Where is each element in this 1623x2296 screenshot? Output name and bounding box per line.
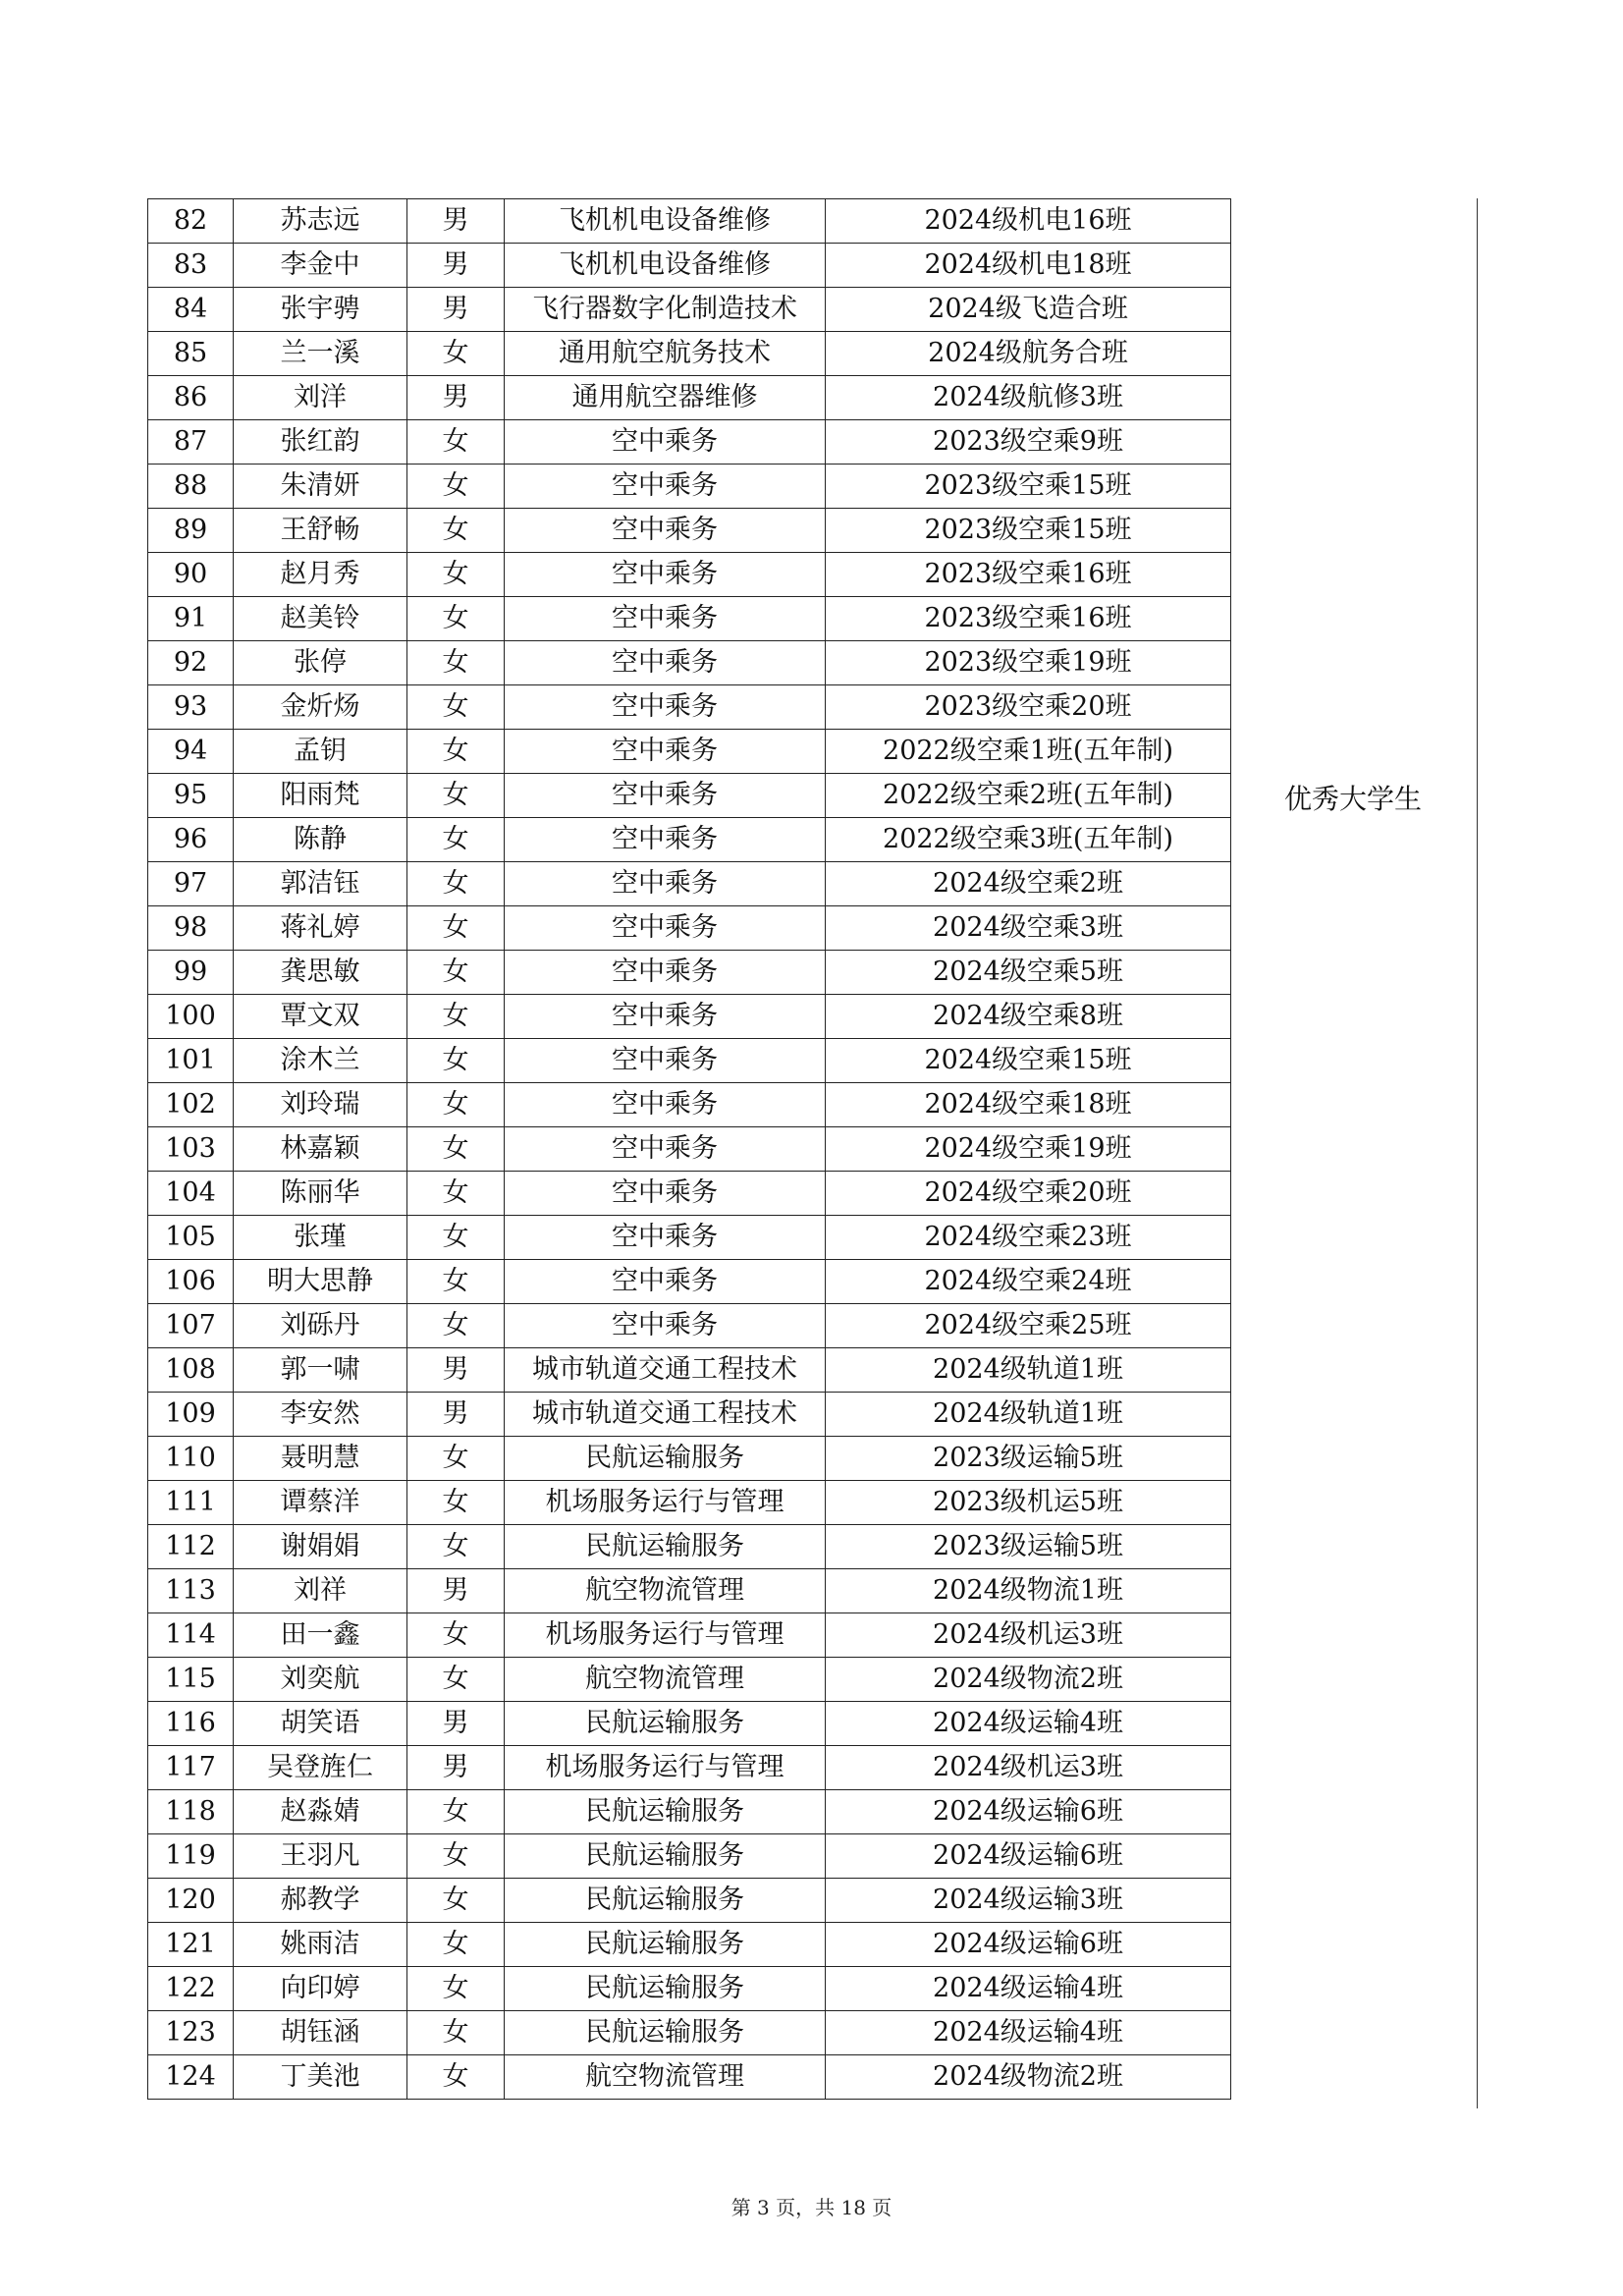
class-cell: 2024级空乘25班 (826, 1304, 1231, 1348)
table-row (148, 1481, 1231, 1525)
student-name-cell: 郝教学 (234, 1879, 407, 1923)
class-cell: 2024级空乘3班 (826, 906, 1231, 951)
row-number-cell: 96 (148, 818, 234, 862)
gender-cell: 女 (407, 818, 505, 862)
gender-cell: 女 (407, 951, 505, 995)
major-cell: 民航运输服务 (505, 1967, 826, 2011)
gender-cell: 女 (407, 685, 505, 730)
student-name-cell: 兰一溪 (234, 332, 407, 376)
class-cell: 2024级空乘8班 (826, 995, 1231, 1039)
major-cell: 空中乘务 (505, 1172, 826, 1216)
major-cell: 空中乘务 (505, 1304, 826, 1348)
major-cell: 飞机机电设备维修 (505, 244, 826, 288)
table-row (148, 1569, 1231, 1613)
class-cell: 2024级空乘20班 (826, 1172, 1231, 1216)
major-cell: 民航运输服务 (505, 1923, 826, 1967)
gender-cell: 男 (407, 1569, 505, 1613)
gender-cell: 女 (407, 995, 505, 1039)
table-row (148, 1348, 1231, 1393)
table-row (148, 1039, 1231, 1083)
student-name-cell: 李金中 (234, 244, 407, 288)
student-name-cell: 刘玲瑞 (234, 1083, 407, 1127)
class-cell: 2024级空乘5班 (826, 951, 1231, 995)
class-cell: 2024级运输6班 (826, 1790, 1231, 1834)
class-cell: 2024级机电18班 (826, 244, 1231, 288)
gender-cell: 女 (407, 1834, 505, 1879)
class-cell: 2024级运输4班 (826, 1702, 1231, 1746)
roster-body (148, 199, 1231, 2100)
table-row (148, 1216, 1231, 1260)
class-cell: 2024级机电16班 (826, 199, 1231, 244)
gender-cell: 女 (407, 1879, 505, 1923)
gender-cell: 女 (407, 1216, 505, 1260)
class-cell: 2024级空乘24班 (826, 1260, 1231, 1304)
major-cell: 民航运输服务 (505, 2011, 826, 2055)
gender-cell: 男 (407, 1348, 505, 1393)
table-row (148, 2011, 1231, 2055)
gender-cell: 女 (407, 1923, 505, 1967)
major-cell: 空中乘务 (505, 906, 826, 951)
class-cell: 2024级物流2班 (826, 2055, 1231, 2100)
major-cell: 空中乘务 (505, 465, 826, 509)
row-number-cell: 101 (148, 1039, 234, 1083)
table-row (148, 2055, 1231, 2100)
table-row (148, 1702, 1231, 1746)
row-number-cell: 119 (148, 1834, 234, 1879)
table-row (148, 420, 1231, 465)
gender-cell: 女 (407, 862, 505, 906)
major-cell: 航空物流管理 (505, 1658, 826, 1702)
gender-cell: 女 (407, 1304, 505, 1348)
table-row (148, 906, 1231, 951)
class-cell: 2022级空乘1班(五年制) (826, 730, 1231, 774)
student-name-cell: 刘洋 (234, 376, 407, 420)
table-row (148, 1790, 1231, 1834)
table-row (148, 774, 1231, 818)
row-number-cell: 84 (148, 288, 234, 332)
table-row (148, 1393, 1231, 1437)
table-row (148, 951, 1231, 995)
gender-cell: 男 (407, 1746, 505, 1790)
class-cell: 2023级空乘16班 (826, 597, 1231, 641)
class-cell: 2023级空乘15班 (826, 465, 1231, 509)
table-row (148, 1658, 1231, 1702)
gender-cell: 女 (407, 420, 505, 465)
table-row (148, 1172, 1231, 1216)
row-number-cell: 100 (148, 995, 234, 1039)
row-number-cell: 98 (148, 906, 234, 951)
table-row (148, 1083, 1231, 1127)
student-name-cell: 张红韵 (234, 420, 407, 465)
student-name-cell: 刘奕航 (234, 1658, 407, 1702)
gender-cell: 女 (407, 1967, 505, 2011)
gender-cell: 女 (407, 1790, 505, 1834)
student-name-cell: 赵淼婧 (234, 1790, 407, 1834)
student-name-cell: 胡笑语 (234, 1702, 407, 1746)
class-cell: 2024级机运3班 (826, 1746, 1231, 1790)
student-name-cell: 金炘炀 (234, 685, 407, 730)
table-row (148, 199, 1231, 244)
major-cell: 民航运输服务 (505, 1879, 826, 1923)
student-name-cell: 龚思敏 (234, 951, 407, 995)
gender-cell: 女 (407, 1613, 505, 1658)
row-number-cell: 94 (148, 730, 234, 774)
gender-cell: 女 (407, 332, 505, 376)
class-cell: 2024级航修3班 (826, 376, 1231, 420)
student-name-cell: 郭洁钰 (234, 862, 407, 906)
major-cell: 航空物流管理 (505, 1569, 826, 1613)
row-number-cell: 87 (148, 420, 234, 465)
student-name-cell: 谭蔡洋 (234, 1481, 407, 1525)
class-cell: 2023级机运5班 (826, 1481, 1231, 1525)
row-number-cell: 106 (148, 1260, 234, 1304)
table-row (148, 1613, 1231, 1658)
student-name-cell: 聂明慧 (234, 1437, 407, 1481)
student-name-cell: 明大思静 (234, 1260, 407, 1304)
row-number-cell: 123 (148, 2011, 234, 2055)
row-number-cell: 118 (148, 1790, 234, 1834)
table-row (148, 1923, 1231, 1967)
class-cell: 2024级空乘2班 (826, 862, 1231, 906)
gender-cell: 女 (407, 2055, 505, 2100)
major-cell: 空中乘务 (505, 774, 826, 818)
class-cell: 2024级空乘23班 (826, 1216, 1231, 1260)
major-cell: 空中乘务 (505, 509, 826, 553)
table-row (148, 376, 1231, 420)
major-cell: 航空物流管理 (505, 2055, 826, 2100)
major-cell: 空中乘务 (505, 1216, 826, 1260)
class-cell: 2022级空乘3班(五年制) (826, 818, 1231, 862)
row-number-cell: 113 (148, 1569, 234, 1613)
table-row (148, 641, 1231, 685)
row-number-cell: 103 (148, 1127, 234, 1172)
row-number-cell: 107 (148, 1304, 234, 1348)
award-category-label: 优秀大学生 (1283, 783, 1422, 815)
class-cell: 2023级空乘9班 (826, 420, 1231, 465)
student-name-cell: 刘砾丹 (234, 1304, 407, 1348)
row-number-cell: 121 (148, 1923, 234, 1967)
student-name-cell: 张瑾 (234, 1216, 407, 1260)
student-name-cell: 阳雨梵 (234, 774, 407, 818)
student-name-cell: 吴登旌仁 (234, 1746, 407, 1790)
class-cell: 2024级空乘19班 (826, 1127, 1231, 1172)
major-cell: 空中乘务 (505, 1260, 826, 1304)
table-row (148, 597, 1231, 641)
gender-cell: 男 (407, 199, 505, 244)
major-cell: 空中乘务 (505, 1083, 826, 1127)
major-cell: 空中乘务 (505, 951, 826, 995)
row-number-cell: 122 (148, 1967, 234, 2011)
student-name-cell: 覃文双 (234, 995, 407, 1039)
student-name-cell: 陈静 (234, 818, 407, 862)
class-cell: 2024级空乘18班 (826, 1083, 1231, 1127)
class-cell: 2023级空乘16班 (826, 553, 1231, 597)
row-number-cell: 110 (148, 1437, 234, 1481)
table-row (148, 1879, 1231, 1923)
student-name-cell: 丁美池 (234, 2055, 407, 2100)
gender-cell: 男 (407, 1393, 505, 1437)
row-number-cell: 86 (148, 376, 234, 420)
major-cell: 民航运输服务 (505, 1790, 826, 1834)
gender-cell: 女 (407, 906, 505, 951)
class-cell: 2024级运输3班 (826, 1879, 1231, 1923)
row-number-cell: 90 (148, 553, 234, 597)
student-name-cell: 向印婷 (234, 1967, 407, 2011)
major-cell: 民航运输服务 (505, 1437, 826, 1481)
gender-cell: 女 (407, 1083, 505, 1127)
row-number-cell: 82 (148, 199, 234, 244)
row-number-cell: 124 (148, 2055, 234, 2100)
table-row (148, 862, 1231, 906)
student-name-cell: 蒋礼婷 (234, 906, 407, 951)
student-name-cell: 郭一啸 (234, 1348, 407, 1393)
table-row (148, 1437, 1231, 1481)
student-name-cell: 张停 (234, 641, 407, 685)
major-cell: 空中乘务 (505, 641, 826, 685)
gender-cell: 女 (407, 1437, 505, 1481)
class-cell: 2024级运输6班 (826, 1834, 1231, 1879)
gender-cell: 男 (407, 244, 505, 288)
student-name-cell: 张宇骋 (234, 288, 407, 332)
row-number-cell: 85 (148, 332, 234, 376)
row-number-cell: 105 (148, 1216, 234, 1260)
gender-cell: 女 (407, 1127, 505, 1172)
row-number-cell: 115 (148, 1658, 234, 1702)
page-footer: 第 3 页，共 18 页 (730, 2196, 893, 2219)
gender-cell: 女 (407, 2011, 505, 2055)
gender-cell: 女 (407, 1039, 505, 1083)
row-number-cell: 99 (148, 951, 234, 995)
award-column-rule (1477, 198, 1478, 2108)
major-cell: 城市轨道交通工程技术 (505, 1348, 826, 1393)
class-cell: 2024级轨道1班 (826, 1393, 1231, 1437)
table-row (148, 465, 1231, 509)
row-number-cell: 102 (148, 1083, 234, 1127)
student-name-cell: 朱清妍 (234, 465, 407, 509)
row-number-cell: 112 (148, 1525, 234, 1569)
major-cell: 空中乘务 (505, 1127, 826, 1172)
row-number-cell: 88 (148, 465, 234, 509)
major-cell: 空中乘务 (505, 862, 826, 906)
major-cell: 空中乘务 (505, 420, 826, 465)
class-cell: 2024级物流2班 (826, 1658, 1231, 1702)
student-name-cell: 田一鑫 (234, 1613, 407, 1658)
table-row (148, 509, 1231, 553)
table-row (148, 332, 1231, 376)
table-row (148, 1967, 1231, 2011)
student-name-cell: 胡钰涵 (234, 2011, 407, 2055)
table-row (148, 1127, 1231, 1172)
gender-cell: 男 (407, 288, 505, 332)
major-cell: 空中乘务 (505, 597, 826, 641)
student-name-cell: 谢娟娟 (234, 1525, 407, 1569)
major-cell: 空中乘务 (505, 818, 826, 862)
table-row (148, 1834, 1231, 1879)
row-number-cell: 93 (148, 685, 234, 730)
table-row (148, 685, 1231, 730)
major-cell: 通用航空器维修 (505, 376, 826, 420)
row-number-cell: 108 (148, 1348, 234, 1393)
gender-cell: 女 (407, 1525, 505, 1569)
table-row (148, 244, 1231, 288)
student-name-cell: 涂木兰 (234, 1039, 407, 1083)
table-row (148, 288, 1231, 332)
major-cell: 机场服务运行与管理 (505, 1746, 826, 1790)
major-cell: 空中乘务 (505, 995, 826, 1039)
table-row (148, 1746, 1231, 1790)
student-name-cell: 林嘉颖 (234, 1127, 407, 1172)
major-cell: 飞行器数字化制造技术 (505, 288, 826, 332)
table-row (148, 1304, 1231, 1348)
row-number-cell: 120 (148, 1879, 234, 1923)
table-row (148, 730, 1231, 774)
student-name-cell: 苏志远 (234, 199, 407, 244)
major-cell: 机场服务运行与管理 (505, 1613, 826, 1658)
major-cell: 民航运输服务 (505, 1525, 826, 1569)
row-number-cell: 92 (148, 641, 234, 685)
major-cell: 飞机机电设备维修 (505, 199, 826, 244)
major-cell: 机场服务运行与管理 (505, 1481, 826, 1525)
gender-cell: 女 (407, 1172, 505, 1216)
class-cell: 2024级航务合班 (826, 332, 1231, 376)
row-number-cell: 97 (148, 862, 234, 906)
class-cell: 2023级运输5班 (826, 1437, 1231, 1481)
row-number-cell: 95 (148, 774, 234, 818)
class-cell: 2024级运输4班 (826, 2011, 1231, 2055)
table-row (148, 553, 1231, 597)
class-cell: 2023级空乘15班 (826, 509, 1231, 553)
gender-cell: 女 (407, 597, 505, 641)
major-cell: 空中乘务 (505, 730, 826, 774)
student-name-cell: 赵美铃 (234, 597, 407, 641)
gender-cell: 女 (407, 1481, 505, 1525)
student-name-cell: 赵月秀 (234, 553, 407, 597)
gender-cell: 男 (407, 1702, 505, 1746)
gender-cell: 女 (407, 1260, 505, 1304)
row-number-cell: 109 (148, 1393, 234, 1437)
class-cell: 2024级轨道1班 (826, 1348, 1231, 1393)
student-name-cell: 姚雨洁 (234, 1923, 407, 1967)
class-cell: 2024级运输6班 (826, 1923, 1231, 1967)
student-name-cell: 孟钥 (234, 730, 407, 774)
row-number-cell: 116 (148, 1702, 234, 1746)
row-number-cell: 89 (148, 509, 234, 553)
class-cell: 2023级运输5班 (826, 1525, 1231, 1569)
gender-cell: 女 (407, 465, 505, 509)
student-name-cell: 王舒畅 (234, 509, 407, 553)
class-cell: 2024级物流1班 (826, 1569, 1231, 1613)
class-cell: 2024级空乘15班 (826, 1039, 1231, 1083)
table-row (148, 1260, 1231, 1304)
major-cell: 空中乘务 (505, 1039, 826, 1083)
major-cell: 民航运输服务 (505, 1834, 826, 1879)
class-cell: 2023级空乘19班 (826, 641, 1231, 685)
row-number-cell: 104 (148, 1172, 234, 1216)
gender-cell: 女 (407, 1658, 505, 1702)
major-cell: 空中乘务 (505, 553, 826, 597)
gender-cell: 女 (407, 509, 505, 553)
row-number-cell: 83 (148, 244, 234, 288)
class-cell: 2023级空乘20班 (826, 685, 1231, 730)
major-cell: 通用航空航务技术 (505, 332, 826, 376)
student-name-cell: 李安然 (234, 1393, 407, 1437)
student-name-cell: 刘祥 (234, 1569, 407, 1613)
student-roster-table (147, 198, 1231, 2100)
table-row (148, 995, 1231, 1039)
gender-cell: 男 (407, 376, 505, 420)
major-cell: 民航运输服务 (505, 1702, 826, 1746)
class-cell: 2024级运输4班 (826, 1967, 1231, 2011)
class-cell: 2024级飞造合班 (826, 288, 1231, 332)
table-row (148, 1525, 1231, 1569)
gender-cell: 女 (407, 553, 505, 597)
student-name-cell: 王羽凡 (234, 1834, 407, 1879)
major-cell: 城市轨道交通工程技术 (505, 1393, 826, 1437)
row-number-cell: 114 (148, 1613, 234, 1658)
gender-cell: 女 (407, 774, 505, 818)
row-number-cell: 91 (148, 597, 234, 641)
table-row (148, 818, 1231, 862)
row-number-cell: 111 (148, 1481, 234, 1525)
major-cell: 空中乘务 (505, 685, 826, 730)
class-cell: 2022级空乘2班(五年制) (826, 774, 1231, 818)
class-cell: 2024级机运3班 (826, 1613, 1231, 1658)
gender-cell: 女 (407, 730, 505, 774)
student-name-cell: 陈丽华 (234, 1172, 407, 1216)
row-number-cell: 117 (148, 1746, 234, 1790)
gender-cell: 女 (407, 641, 505, 685)
